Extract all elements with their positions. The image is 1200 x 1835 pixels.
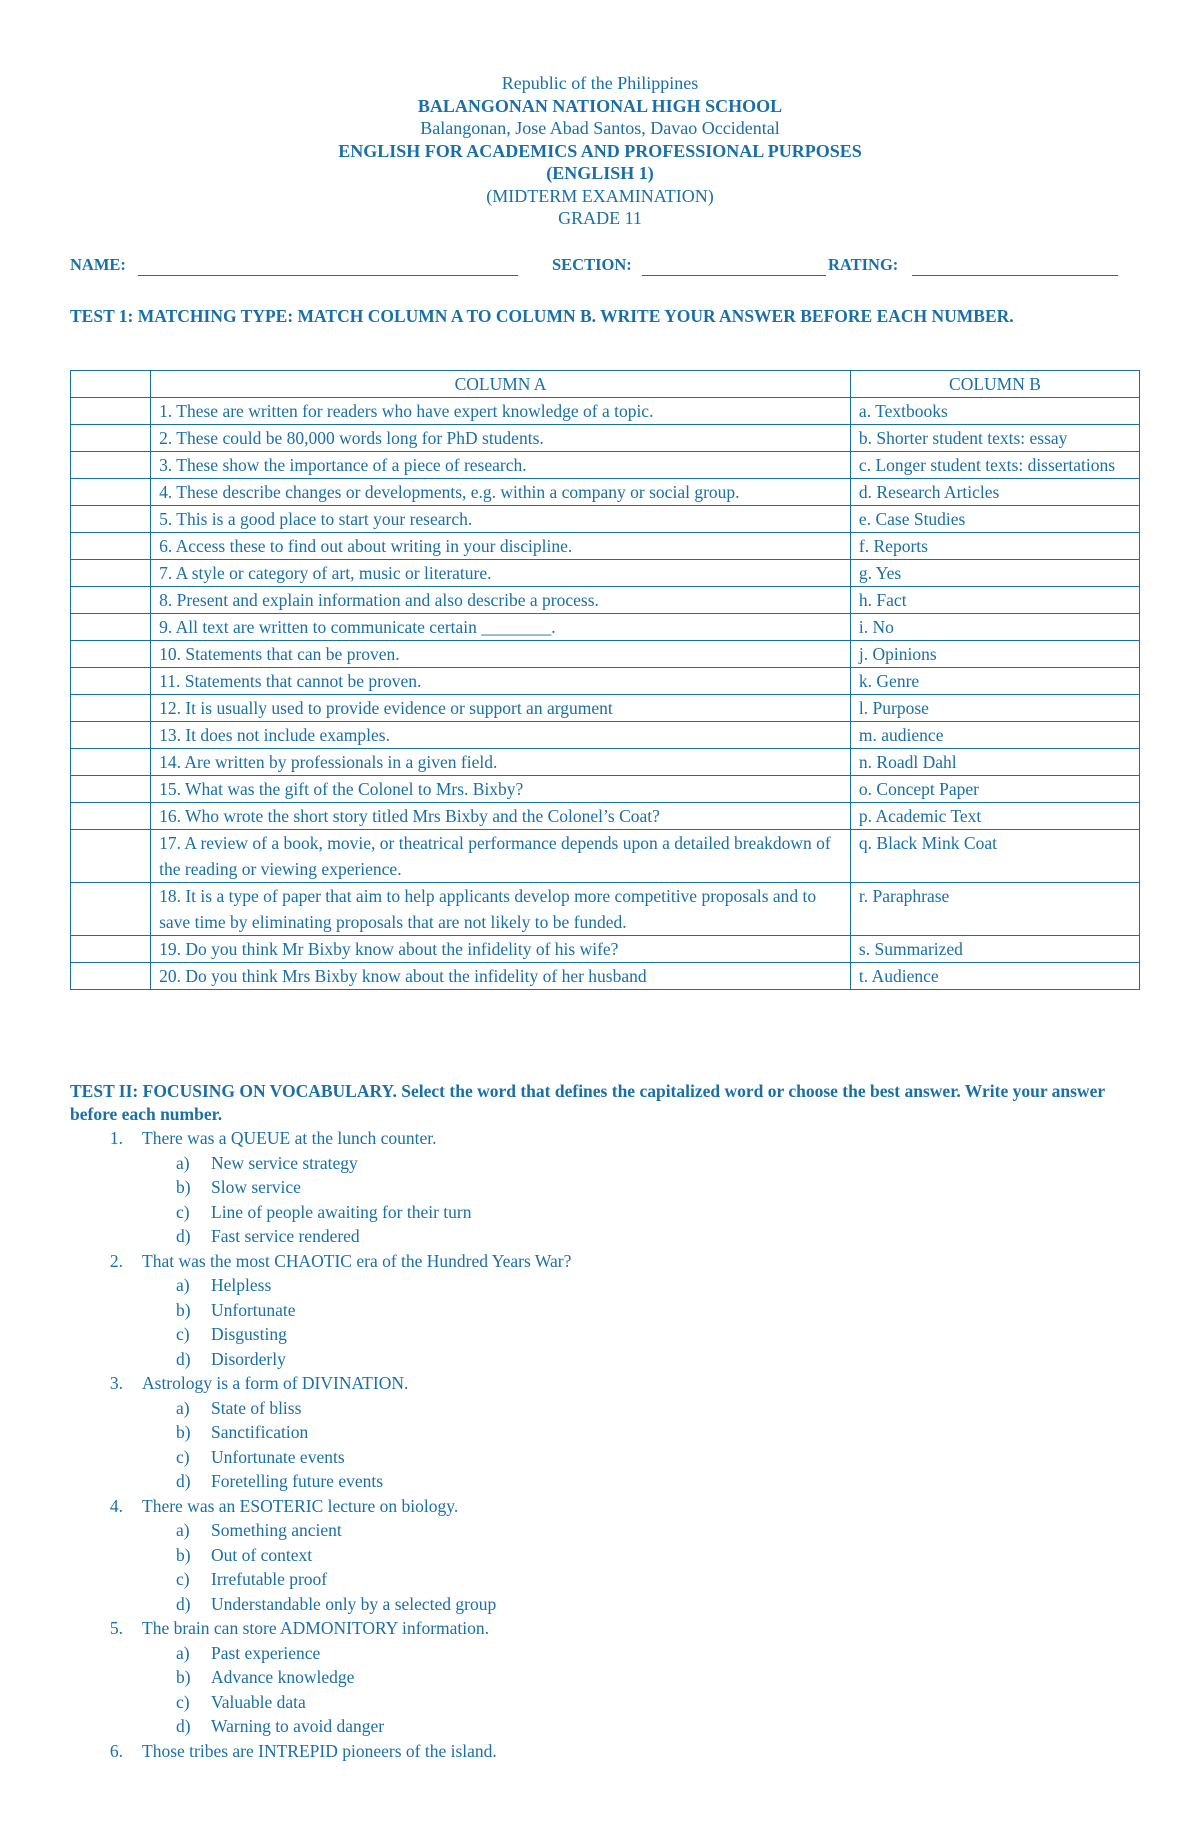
option-letter: c) — [176, 1691, 190, 1712]
option-letter: c) — [176, 1569, 190, 1589]
question-item — [0, 1739, 1200, 1764]
answer-option — [0, 1420, 1200, 1445]
question-item — [0, 1494, 1200, 1519]
option-text: Valuable data — [211, 1691, 306, 1712]
answer-option — [0, 1322, 1200, 1347]
answer-option — [0, 1543, 1200, 1568]
question-text: There was an ESOTERIC lecture on biology. — [142, 1495, 459, 1516]
column-a-item: 11. Statements that cannot be proven. — [151, 668, 851, 695]
option-letter: a) — [176, 1275, 190, 1295]
table-row — [71, 479, 1140, 506]
answer-cell[interactable] — [71, 695, 151, 722]
column-b-item: j. Opinions — [850, 641, 1139, 668]
table-row — [71, 722, 1140, 749]
column-b-item: h. Fact — [850, 587, 1139, 614]
answer-option — [0, 1200, 1200, 1225]
table-row — [71, 830, 1140, 883]
column-b-item: f. Reports — [850, 533, 1139, 560]
question-number: 2. — [109, 1250, 123, 1271]
rating-line[interactable] — [912, 275, 1118, 276]
table-row — [71, 776, 1140, 803]
question-text: That was the most CHAOTIC era of the Hundred Years War? — [142, 1250, 572, 1271]
answer-cell[interactable] — [71, 749, 151, 776]
table-row — [71, 452, 1140, 479]
table-row — [71, 749, 1140, 776]
option-text: Something ancient — [211, 1520, 342, 1540]
answer-option — [0, 1298, 1200, 1323]
test2-title: TEST II: FOCUSING ON VOCABULARY. Select the word that defines the capitalized word or choose the best answer. Write your answer before each number. — [70, 1081, 1105, 1124]
column-a-item: 4. These describe changes or developments, e.g. within a company or social group. — [151, 479, 851, 506]
option-text: Understandable only by a selected group — [211, 1593, 497, 1614]
question-item — [0, 1371, 1200, 1396]
option-text: New service strategy — [211, 1152, 358, 1173]
answer-header-cell — [71, 371, 151, 398]
answer-option — [0, 1665, 1200, 1690]
column-b-item: r. Paraphrase — [850, 883, 1139, 936]
question-text: Astrology is a form of DIVINATION. — [142, 1373, 409, 1393]
column-a-item: 10. Statements that can be proven. — [151, 641, 851, 668]
column-b-item: m. audience — [850, 722, 1139, 749]
column-b-item: i. No — [850, 614, 1139, 641]
option-letter: b) — [176, 1667, 191, 1687]
answer-option — [0, 1469, 1200, 1494]
question-number: 4. — [109, 1495, 123, 1516]
name-line[interactable] — [138, 275, 518, 276]
option-letter: d) — [176, 1348, 191, 1369]
answer-option — [0, 1641, 1200, 1666]
table-row — [71, 936, 1140, 963]
question-item — [0, 1249, 1200, 1274]
answer-cell[interactable] — [71, 587, 151, 614]
table-header-row — [71, 371, 1140, 398]
question-text: There was a QUEUE at the lunch counter. — [142, 1128, 437, 1148]
answer-cell[interactable] — [71, 641, 151, 668]
column-a-header: COLUMN A — [151, 371, 851, 398]
answer-option — [0, 1592, 1200, 1617]
answer-option — [0, 1151, 1200, 1176]
answer-cell[interactable] — [71, 533, 151, 560]
column-a-item: 14. Are written by professionals in a given field. — [151, 749, 851, 776]
answer-cell[interactable] — [71, 398, 151, 425]
column-a-item: 18. It is a type of paper that aim to help applicants develop more competitive proposals and to save time by eliminating proposals that are not likely to be funded. — [151, 883, 851, 936]
table-row — [71, 668, 1140, 695]
school-name: BALANGONAN NATIONAL HIGH SCHOOL — [417, 95, 783, 116]
column-b-item: c. Longer student texts: dissertations — [850, 452, 1139, 479]
section-label: SECTION: — [552, 255, 632, 274]
option-letter: c) — [176, 1446, 190, 1467]
column-b-item: s. Summarized — [850, 936, 1139, 963]
question-number: 3. — [109, 1373, 123, 1393]
answer-cell[interactable] — [71, 506, 151, 533]
matching-table — [70, 370, 1140, 990]
option-text: Advance knowledge — [211, 1667, 355, 1687]
option-letter: d) — [176, 1716, 191, 1736]
question-text: The brain can store ADMONITORY information. — [142, 1618, 490, 1638]
answer-cell[interactable] — [71, 668, 151, 695]
grade-level: GRADE 11 — [558, 208, 642, 228]
answer-option — [0, 1714, 1200, 1739]
vocabulary-questions — [0, 1126, 1200, 1763]
option-letter: b) — [176, 1544, 191, 1565]
option-letter: b) — [176, 1299, 191, 1320]
course-title: ENGLISH FOR ACADEMICS AND PROFESSIONAL PURPOSES — [338, 140, 862, 161]
option-letter: a) — [176, 1520, 190, 1540]
course-code: (ENGLISH 1) — [546, 163, 654, 183]
answer-option — [0, 1273, 1200, 1298]
table-row — [71, 883, 1140, 936]
option-letter: c) — [176, 1201, 190, 1222]
column-b-item: a. Textbooks — [850, 398, 1139, 425]
answer-cell[interactable] — [71, 479, 151, 506]
name-label: NAME: — [70, 255, 126, 274]
table-row — [71, 506, 1140, 533]
answer-option — [0, 1347, 1200, 1372]
answer-option — [0, 1396, 1200, 1421]
table-row — [71, 587, 1140, 614]
option-text: Disgusting — [211, 1324, 287, 1344]
column-a-item: 6. Access these to find out about writing in your discipline. — [151, 533, 851, 560]
answer-cell[interactable] — [71, 452, 151, 479]
answer-option — [0, 1224, 1200, 1249]
answer-option — [0, 1445, 1200, 1470]
table-row — [71, 963, 1140, 990]
answer-option — [0, 1518, 1200, 1543]
column-a-item: 15. What was the gift of the Colonel to Mrs. Bixby? — [151, 776, 851, 803]
option-text: Warning to avoid danger — [211, 1716, 385, 1736]
column-b-item: l. Purpose — [850, 695, 1139, 722]
school-address: Balangonan, Jose Abad Santos, Davao Occidental — [420, 118, 780, 138]
column-a-item: 12. It is usually used to provide evidence or support an argument — [151, 695, 851, 722]
column-a-item: 5. This is a good place to start your research. — [151, 506, 851, 533]
option-text: Unfortunate — [211, 1299, 296, 1320]
option-text: State of bliss — [211, 1397, 302, 1418]
column-b-item: k. Genre — [850, 668, 1139, 695]
table-row — [71, 398, 1140, 425]
answer-option — [0, 1175, 1200, 1200]
column-a-item: 9. All text are written to communicate certain ________. — [151, 614, 851, 641]
table-row — [71, 695, 1140, 722]
column-b-item: q. Black Mink Coat — [850, 830, 1139, 883]
option-text: Helpless — [211, 1275, 272, 1295]
column-a-item: 13. It does not include examples. — [151, 722, 851, 749]
answer-cell[interactable] — [71, 963, 151, 990]
question-item — [0, 1616, 1200, 1641]
column-b-item: d. Research Articles — [850, 479, 1139, 506]
column-b-item: b. Shorter student texts: essay — [850, 425, 1139, 452]
option-text: Foretelling future events — [211, 1471, 384, 1491]
column-b-item: o. Concept Paper — [850, 776, 1139, 803]
answer-cell[interactable] — [71, 830, 151, 883]
option-text: Line of people awaiting for their turn — [211, 1201, 472, 1222]
question-number: 6. — [109, 1740, 123, 1761]
column-b-item: n. Roadl Dahl — [850, 749, 1139, 776]
option-text: Irrefutable proof — [211, 1569, 328, 1589]
answer-cell[interactable] — [71, 560, 151, 587]
answer-cell[interactable] — [71, 883, 151, 936]
option-letter: a) — [176, 1397, 190, 1418]
column-a-item: 8. Present and explain information and also describe a process. — [151, 587, 851, 614]
option-letter: b) — [176, 1177, 191, 1197]
option-text: Out of context — [211, 1544, 313, 1565]
question-item — [0, 1126, 1200, 1151]
option-letter: c) — [176, 1324, 190, 1344]
answer-cell[interactable] — [71, 776, 151, 803]
option-letter: b) — [176, 1422, 191, 1442]
option-text: Past experience — [211, 1642, 321, 1663]
student-info-bar — [70, 255, 1130, 279]
column-a-item: 7. A style or category of art, music or literature. — [151, 560, 851, 587]
option-letter: d) — [176, 1226, 191, 1246]
option-text: Slow service — [211, 1177, 301, 1197]
option-text: Sanctification — [211, 1422, 309, 1442]
option-letter: d) — [176, 1593, 191, 1614]
option-text: Disorderly — [211, 1348, 286, 1369]
question-number: 5. — [109, 1618, 123, 1638]
column-a-item: 20. Do you think Mrs Bixby know about the infidelity of her husband — [151, 963, 851, 990]
column-a-item: 19. Do you think Mr Bixby know about the infidelity of his wife? — [151, 936, 851, 963]
table-row — [71, 560, 1140, 587]
test1-title: TEST 1: MATCHING TYPE: MATCH COLUMN A TO COLUMN B. WRITE YOUR ANSWER BEFORE EACH NUMBER. — [70, 306, 1014, 326]
answer-cell[interactable] — [71, 803, 151, 830]
answer-cell[interactable] — [71, 722, 151, 749]
country-line: Republic of the Philippines — [501, 73, 699, 93]
table-row — [71, 641, 1140, 668]
option-letter: d) — [176, 1471, 191, 1491]
option-letter: a) — [176, 1642, 190, 1663]
rating-label: RATING: — [828, 255, 899, 274]
table-row — [71, 803, 1140, 830]
column-b-item: e. Case Studies — [850, 506, 1139, 533]
exam-type: (MIDTERM EXAMINATION) — [486, 185, 714, 206]
question-text: Those tribes are INTREPID pioneers of the island. — [142, 1740, 497, 1761]
question-number: 1. — [109, 1128, 123, 1148]
column-b-item: t. Audience — [850, 963, 1139, 990]
answer-cell[interactable] — [71, 425, 151, 452]
column-a-item: 17. A review of a book, movie, or theatrical performance depends upon a detailed breakdown of the reading or viewing experience. — [151, 830, 851, 883]
answer-option — [0, 1690, 1200, 1715]
column-a-item: 3. These show the importance of a piece of research. — [151, 452, 851, 479]
table-row — [71, 614, 1140, 641]
option-text: Unfortunate events — [211, 1446, 345, 1467]
option-letter: a) — [176, 1152, 190, 1173]
document-header — [0, 72, 1200, 230]
column-b-item: p. Academic Text — [850, 803, 1139, 830]
column-a-item: 2. These could be 80,000 words long for PhD students. — [151, 425, 851, 452]
column-b-item: g. Yes — [850, 560, 1139, 587]
table-row — [71, 425, 1140, 452]
answer-cell[interactable] — [71, 614, 151, 641]
column-a-item: 1. These are written for readers who have expert knowledge of a topic. — [151, 398, 851, 425]
section-line[interactable] — [642, 275, 826, 276]
option-text: Fast service rendered — [211, 1226, 360, 1246]
table-row — [71, 533, 1140, 560]
column-a-item: 16. Who wrote the short story titled Mrs Bixby and the Colonel’s Coat? — [151, 803, 851, 830]
answer-option — [0, 1567, 1200, 1592]
column-b-header: COLUMN B — [850, 371, 1139, 398]
answer-cell[interactable] — [71, 936, 151, 963]
